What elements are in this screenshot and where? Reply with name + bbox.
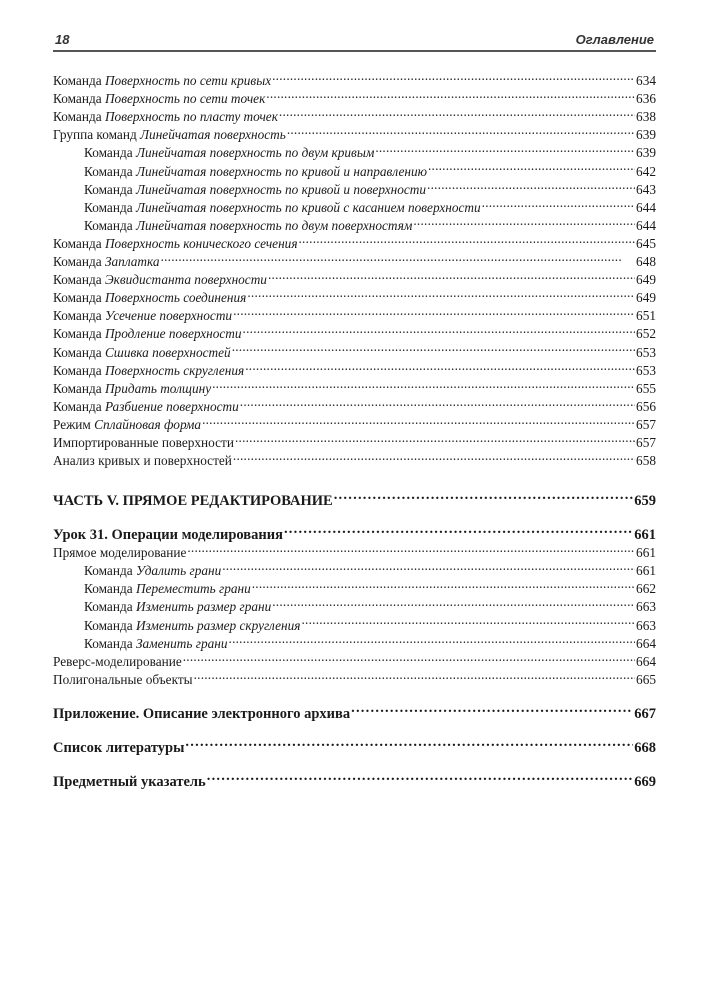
leader-dots: [233, 447, 635, 465]
toc-entry-prefix: Команда: [53, 91, 105, 107]
toc-literature-label: Список литературы: [53, 739, 185, 756]
leader-dots: [187, 539, 635, 557]
toc-entry-title: [53, 344, 231, 362]
leader-dots: [194, 666, 635, 684]
toc-entry-prefix: Реверс-моделирование: [53, 653, 182, 669]
toc-entry-page: 644: [636, 217, 656, 233]
toc-lesson-page: 661: [634, 527, 656, 544]
leader-dots: [272, 67, 635, 85]
toc-entry-title: [84, 562, 221, 580]
toc-entry-page: 655: [636, 380, 656, 396]
toc-entry-command-name: Поверхность соединения: [104, 290, 247, 306]
toc-entry-prefix: Команда: [84, 617, 136, 633]
toc-entry-page: 634: [636, 73, 656, 89]
leader-dots: [375, 139, 635, 157]
toc-entry-command-name: Разбиение поверхности: [104, 398, 239, 414]
toc-entry-prefix: Команда: [84, 181, 136, 197]
toc-entry-page: 665: [636, 671, 656, 687]
toc-entry-prefix: Команда: [53, 272, 105, 288]
table-of-contents: [53, 67, 656, 790]
toc-entry-page: 651: [636, 308, 656, 324]
leader-dots: [302, 611, 636, 629]
toc-entry-title: [53, 671, 193, 689]
toc-appendix-heading[interactable]: [53, 698, 656, 722]
toc-entry-page: 658: [636, 453, 656, 469]
leader-dots: [334, 485, 634, 505]
leader-dots: [252, 575, 635, 593]
leader-dots: [243, 320, 636, 338]
toc-entry-page: 648: [636, 254, 656, 270]
toc-entry-title: [53, 544, 186, 562]
toc-entry-title: [84, 163, 427, 181]
toc-entry-page: 653: [636, 344, 656, 360]
toc-entry-command-name: Придать толщину: [104, 380, 212, 396]
leader-dots: [428, 157, 635, 175]
toc-entry-command-name: Переместить грани: [135, 581, 251, 597]
toc-entry-title: [53, 325, 242, 343]
toc-index-label: Предметный указатель: [53, 773, 206, 790]
toc-section-surfaces: [53, 67, 656, 469]
toc-entry-command-name: Поверхность по сети точек: [104, 91, 266, 107]
toc-entry-command-name: Заменить грани: [135, 635, 228, 651]
toc-entry-prefix: Режим: [53, 416, 95, 432]
toc-entry-command-name: Поверхность конического сечения: [104, 235, 298, 251]
leader-dots: [266, 85, 635, 103]
toc-lesson-label: Урок 31. Операции моделирования: [53, 527, 283, 544]
toc-entry-prefix: Команда: [53, 235, 105, 251]
toc-entry-page: 644: [636, 199, 656, 215]
toc-entry-command-name: Изменить размер грани: [135, 599, 272, 615]
toc-entry-title: [53, 72, 271, 90]
leader-dots: [299, 230, 636, 248]
toc-index-page: 669: [634, 773, 656, 790]
toc-entry-command-name: Поверхность по сети кривых: [104, 73, 272, 89]
toc-entry-prefix: Команда: [84, 635, 136, 651]
toc-entry-title: [53, 271, 267, 289]
toc-entry-prefix: Команда: [53, 398, 105, 414]
toc-entry-prefix: Команда: [84, 217, 136, 233]
leader-dots: [245, 357, 635, 375]
leader-dots: [233, 302, 635, 320]
toc-entry-page: 649: [636, 290, 656, 306]
toc-entry-command-name: Заплатка: [104, 254, 160, 270]
leader-dots: [272, 593, 635, 611]
leader-dots: [207, 766, 634, 786]
leader-dots: [222, 557, 635, 575]
toc-entry-command-name: Продление поверхности: [104, 326, 242, 342]
leader-dots: [427, 176, 635, 194]
leader-dots: [351, 698, 633, 718]
toc-entry-title: [84, 580, 251, 598]
leader-dots: [482, 194, 635, 212]
leader-dots: [232, 338, 635, 356]
toc-entry-page: 649: [636, 272, 656, 288]
toc-entry-title: [53, 452, 232, 470]
toc-entry-command-name: Эквидистанта поверхности: [104, 272, 267, 288]
toc-entry-page: 639: [636, 127, 656, 143]
toc-entry-prefix: Команда: [53, 362, 105, 378]
toc-section-direct-modeling: [53, 539, 656, 687]
toc-appendix-label: Приложение. Описание электронного архива: [53, 705, 351, 722]
toc-entry[interactable]: [53, 67, 656, 89]
page-number: 18: [55, 32, 70, 47]
leader-dots: [229, 630, 636, 648]
toc-literature-heading[interactable]: [53, 732, 656, 756]
leader-dots: [268, 266, 635, 284]
toc-entry-prefix: Команда: [53, 109, 105, 125]
page-header: [53, 30, 656, 52]
toc-entry-command-name: Сплайновая форма: [94, 416, 202, 432]
toc-entry-page: 645: [636, 235, 656, 251]
toc-entry-title: [53, 108, 278, 126]
toc-entry-page: 664: [636, 653, 656, 669]
toc-entry-command-name: Поверхность по пласту точек: [104, 109, 278, 125]
toc-entry-command-name: Линейчатая поверхность по кривой с касанием поверхности: [135, 199, 481, 215]
toc-entry-page: 639: [636, 145, 656, 161]
leader-dots: [202, 411, 635, 429]
toc-entry-prefix: Импортированные поверхности: [53, 434, 234, 450]
toc-entry-title: [84, 144, 374, 162]
toc-entry-title: [53, 434, 234, 452]
toc-entry-page: 663: [636, 599, 656, 615]
leader-dots: [287, 121, 635, 139]
toc-entry-page: 662: [636, 581, 656, 597]
toc-entry-page: 636: [636, 91, 656, 107]
toc-part-page: 659: [634, 493, 656, 510]
toc-entry-command-name: Линейчатая поверхность по двум кривым: [135, 145, 375, 161]
toc-entry-title: [84, 181, 426, 199]
toc-entry-prefix: Команда: [53, 308, 105, 324]
toc-lesson-heading[interactable]: [53, 519, 656, 544]
leader-dots: [235, 429, 635, 447]
leader-dots: [185, 732, 633, 752]
toc-entry-title: [53, 289, 246, 307]
leader-dots: [284, 519, 633, 539]
running-title: Оглавление: [575, 32, 654, 47]
leader-dots: [279, 103, 635, 121]
toc-entry-page: 656: [636, 398, 656, 414]
toc-entry-title: [53, 380, 211, 398]
toc-entry-page: 657: [636, 416, 656, 432]
toc-entry-title: [53, 126, 286, 144]
toc-entry-page: 663: [636, 617, 656, 633]
toc-entry-prefix: Команда: [84, 145, 136, 161]
toc-literature-page: 668: [634, 739, 656, 756]
toc-entry-prefix: Команда: [53, 344, 105, 360]
toc-entry-prefix: Команда: [53, 73, 105, 89]
toc-part-heading[interactable]: [53, 485, 656, 510]
toc-entry-command-name: Удалить грани: [135, 563, 222, 579]
toc-entry-command-name: Линейчатая поверхность по кривой и поверхности: [135, 181, 427, 197]
toc-entry-prefix: Команда: [53, 326, 105, 342]
toc-entry-page: 653: [636, 362, 656, 378]
toc-entry-command-name: Поверхность скругления: [104, 362, 245, 378]
toc-entry-prefix: Группа команд: [53, 127, 141, 143]
toc-entry-title: [53, 90, 265, 108]
toc-entry-command-name: Изменить размер скругления: [135, 617, 301, 633]
toc-entry-command-name: Линейчатая поверхность по кривой и направлению: [135, 163, 427, 179]
toc-entry-command-name: Сшивка поверхностей: [104, 344, 231, 360]
toc-entry-title: [53, 653, 182, 671]
leader-dots: [183, 648, 635, 666]
leader-dots: [240, 393, 635, 411]
leader-dots: [247, 284, 635, 302]
toc-entry-page: 642: [636, 163, 656, 179]
toc-entry-command-name: Линейчатая поверхность: [140, 127, 286, 143]
toc-entry-prefix: Команда: [53, 290, 105, 306]
toc-entry-title: [84, 598, 271, 616]
toc-part-label: ЧАСТЬ V. ПРЯМОЕ РЕДАКТИРОВАНИЕ: [53, 493, 333, 510]
toc-entry-prefix: Команда: [84, 581, 136, 597]
toc-entry-prefix: Анализ кривых и поверхностей: [53, 453, 232, 469]
toc-entry-prefix: Команда: [84, 563, 136, 579]
toc-entry-page: 661: [636, 563, 656, 579]
toc-entry-page: 664: [636, 635, 656, 651]
toc-entry-page: 652: [636, 326, 656, 342]
toc-appendix-page: 667: [634, 705, 656, 722]
toc-entry-prefix: Полигональные объекты: [53, 671, 193, 687]
toc-index-heading[interactable]: [53, 766, 656, 790]
toc-entry-page: 661: [636, 545, 656, 561]
toc-entry-page: 638: [636, 109, 656, 125]
toc-entry-prefix: Команда: [84, 599, 136, 615]
leader-dots: [413, 212, 635, 230]
toc-entry-title: [53, 307, 232, 325]
toc-entry-page: 657: [636, 434, 656, 450]
toc-entry-title: [53, 416, 201, 434]
toc-entry-command-name: Усечение поверхности: [104, 308, 233, 324]
toc-entry-prefix: Команда: [84, 163, 136, 179]
toc-entry-prefix: Команда: [84, 199, 136, 215]
toc-entry-title: [53, 253, 160, 271]
toc-entry-prefix: Прямое моделирование: [53, 545, 187, 561]
toc-entry-page: 643: [636, 181, 656, 197]
toc-entry-prefix: Команда: [53, 254, 105, 270]
leader-dots: [212, 375, 635, 393]
toc-entry-prefix: Команда: [53, 380, 105, 396]
toc-entry-command-name: Линейчатая поверхность по двум поверхностям: [135, 217, 413, 233]
leader-dots: [161, 248, 635, 266]
